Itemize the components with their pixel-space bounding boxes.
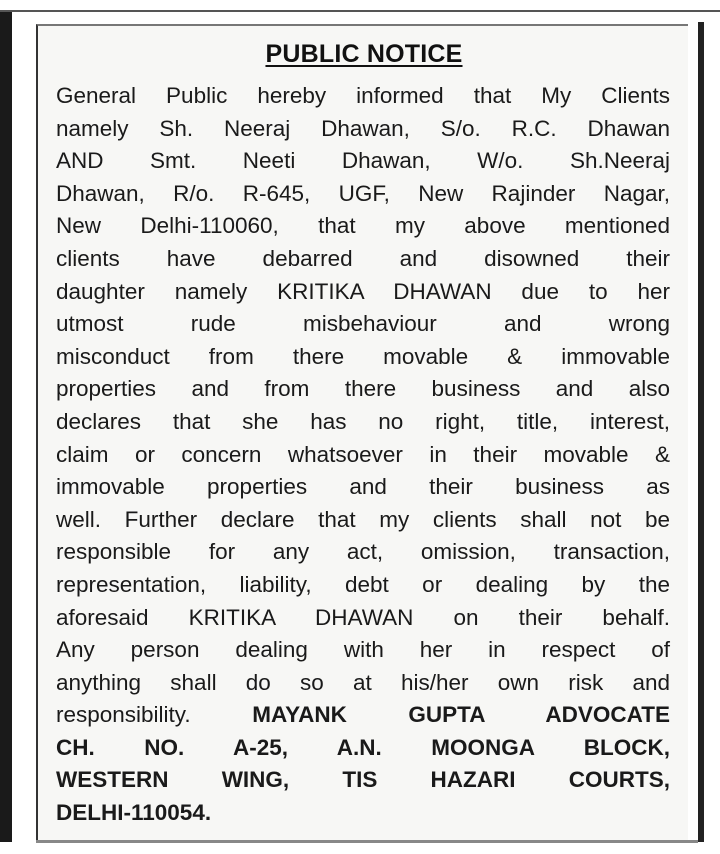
- notice-line: Any person dealing with her in respect of: [56, 637, 670, 663]
- notice-body: [56, 80, 670, 830]
- notice-line: anything shall do so at his/her own risk and: [56, 669, 670, 695]
- notice-line: General Public hereby informed that My Clients: [56, 83, 670, 108]
- notice-line: properties and from there business and also: [56, 376, 670, 402]
- notice-line: misconduct from there movable & immovable: [56, 343, 670, 369]
- notice-line: aforesaid KRITIKA DHAWAN on their behalf.: [56, 604, 670, 630]
- responsibility-text: responsibility.: [56, 702, 191, 728]
- public-notice-box: [36, 24, 688, 842]
- top-border-rule: [0, 10, 720, 12]
- notice-line: utmost rude misbehaviour and wrong: [56, 311, 670, 337]
- notice-line: namely Sh. Neeraj Dhawan, S/o. R.C. Dhawan: [56, 115, 670, 141]
- bottom-border-rule: [36, 840, 698, 843]
- notice-line-signature-start: [56, 699, 670, 732]
- advocate-chamber-line: CH. NO. A-25, A.N. MOONGA BLOCK,: [56, 734, 670, 760]
- notice-line: immovable properties and their business as: [56, 474, 670, 500]
- notice-line: Dhawan, R/o. R-645, UGF, New Rajinder Nagar,: [56, 180, 670, 206]
- advocate-address-line: WESTERN WING, TIS HAZARI COURTS,: [56, 767, 670, 793]
- notice-line: daughter namely KRITIKA DHAWAN due to her: [56, 278, 670, 304]
- notice-line: New Delhi-110060, that my above mentioned: [56, 213, 670, 239]
- notice-title: PUBLIC NOTICE: [265, 40, 463, 68]
- notice-line: responsible for any act, omission, transaction,: [56, 539, 670, 565]
- notice-line: AND Smt. Neeti Dhawan, W/o. Sh.Neeraj: [56, 148, 670, 174]
- notice-line: representation, liability, debt or dealing by the: [56, 571, 670, 597]
- advocate-name: MAYANK GUPTA ADVOCATE: [252, 702, 670, 728]
- left-column-border: [0, 12, 12, 842]
- notice-line: declares that she has no right, title, interest,: [56, 408, 670, 434]
- notice-line: clients have debarred and disowned their: [56, 245, 670, 271]
- right-column-border: [698, 22, 704, 842]
- advocate-city-line: DELHI-110054.: [56, 800, 212, 826]
- notice-line: well. Further declare that my clients shall not be: [56, 506, 670, 532]
- notice-line: claim or concern whatsoever in their movable &: [56, 441, 670, 467]
